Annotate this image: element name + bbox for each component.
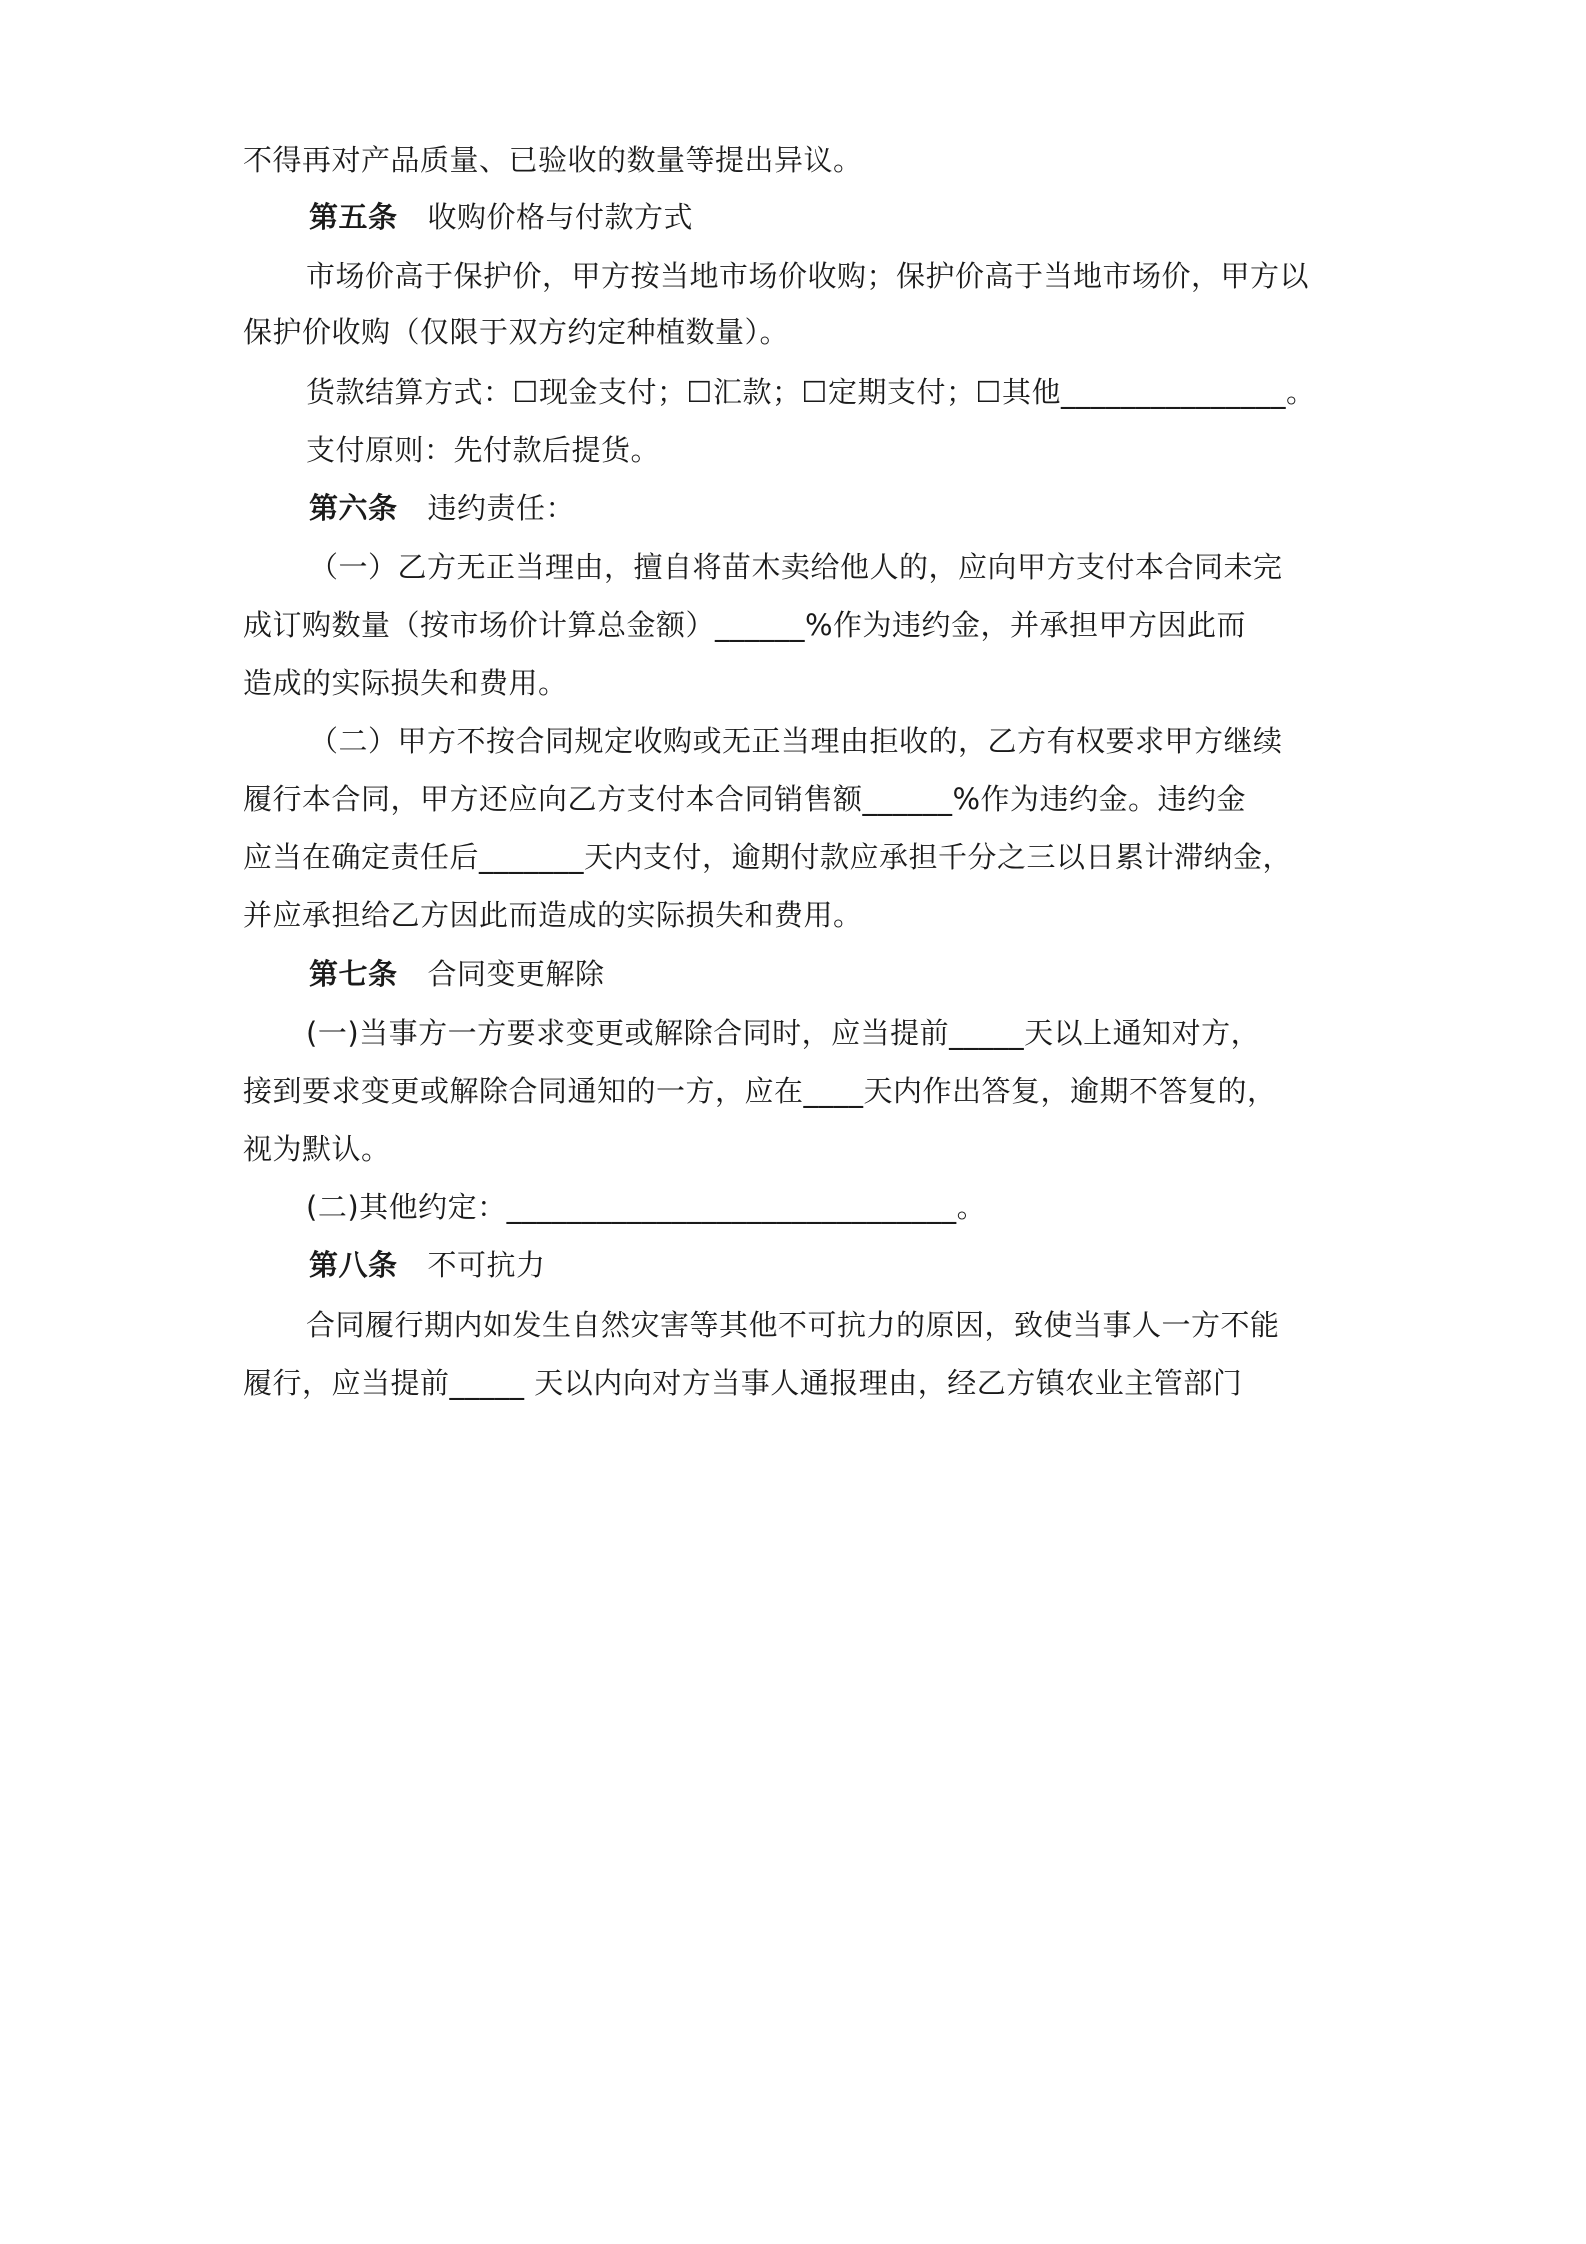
paragraph-line: 市场价高于保护价，甲方按当地市场价收购；保护价高于当地市场价，甲方以 (306, 259, 1310, 293)
paragraph-line: 保护价收购（仅限于双方约定种植数量）。 (243, 315, 790, 349)
article-number: 第五条 (309, 200, 398, 234)
article-number: 第八条 (309, 1248, 398, 1282)
article-8-heading (309, 1245, 546, 1285)
article-title: 收购价格与付款方式 (427, 200, 694, 234)
paragraph-line: 履行，应当提前_____ 天以内向对方当事人通报理由，经乙方镇农业主管部门 (243, 1366, 1243, 1400)
article-title: 不可抗力 (427, 1248, 546, 1282)
paragraph-line: 履行本合同，甲方还应向乙方支付本合同销售额______%作为违约金。违约金 (243, 782, 1247, 816)
article-number: 第六条 (309, 491, 398, 525)
paragraph-line: 视为默认。 (243, 1132, 391, 1166)
paragraph-line: 支付原则：先付款后提货。 (306, 433, 661, 467)
paragraph-line: 造成的实际损失和费用。 (243, 666, 568, 700)
paragraph-line: 不得再对产品质量、已验收的数量等提出异议。 (243, 143, 863, 177)
paragraph-line: （一）乙方无正当理由，擅自将苗木卖给他人的，应向甲方支付本合同未完 (309, 550, 1283, 584)
paragraph-line: (一)当事方一方要求变更或解除合同时，应当提前_____天以上通知对方， (306, 1016, 1261, 1050)
article-title: 违约责任： (427, 491, 576, 525)
article-5-heading (309, 197, 693, 237)
article-title: 合同变更解除 (427, 957, 605, 991)
article-7-heading (309, 954, 605, 994)
paragraph-line: （二）甲方不按合同规定收购或无正当理由拒收的，乙方有权要求甲方继续 (309, 724, 1283, 758)
paragraph-line: 货款结算方式：☐现金支付；☐汇款；☐定期支付；☐其他_______________。 (306, 375, 1316, 409)
article-number: 第七条 (309, 957, 398, 991)
paragraph-line: 接到要求变更或解除合同通知的一方，应在____天内作出答复，逾期不答复的， (243, 1074, 1277, 1108)
paragraph-line: (二)其他约定：______________________________。 (306, 1190, 987, 1224)
paragraph-line: 应当在确定责任后_______天内支付，逾期付款应承担千分之三以日累计滞纳金， (243, 840, 1293, 874)
paragraph-line: 成订购数量（按市场价计算总金额）______%作为违约金，并承担甲方因此而 (243, 608, 1247, 642)
paragraph-line: 合同履行期内如发生自然灾害等其他不可抗力的原因，致使当事人一方不能 (306, 1308, 1280, 1342)
article-6-heading (309, 488, 575, 528)
paragraph-line: 并应承担给乙方因此而造成的实际损失和费用。 (243, 898, 863, 932)
